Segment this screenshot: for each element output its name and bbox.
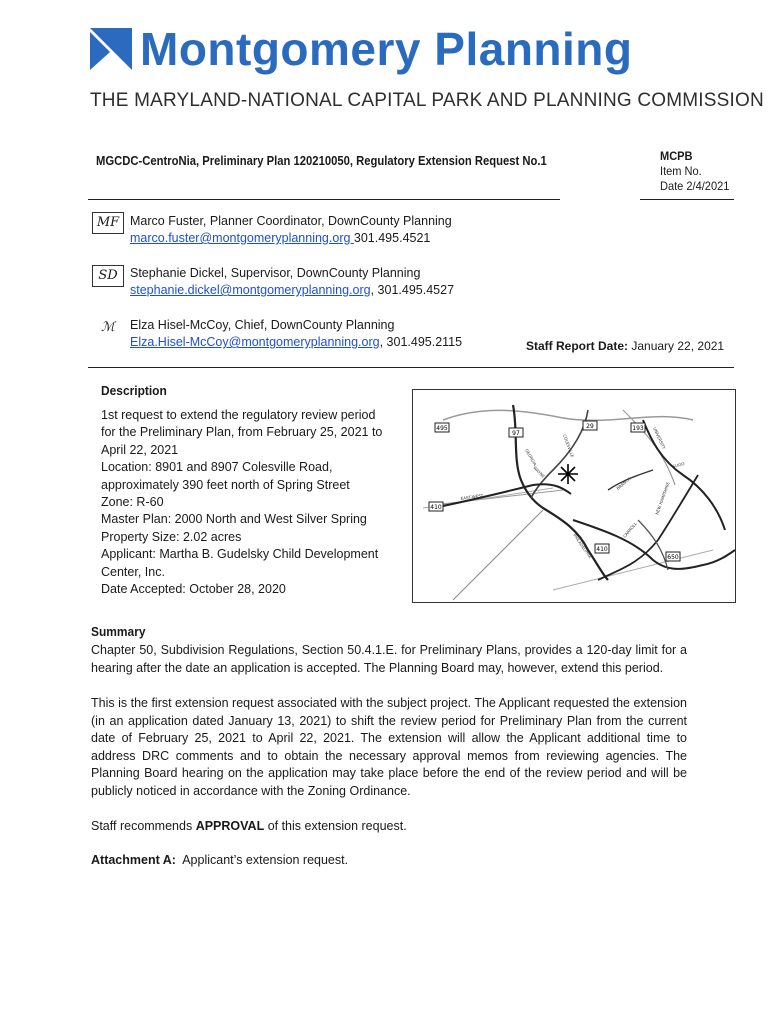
vicinity-map bbox=[412, 389, 736, 603]
staff-phone: , 301.495.2115 bbox=[379, 335, 463, 349]
map-shield-label: 495 bbox=[436, 425, 448, 432]
summary-heading: Summary bbox=[91, 624, 146, 639]
map-road-label: CARROLL bbox=[621, 521, 638, 539]
staff-email-link[interactable]: Elza.Hisel-McCoy@montgomeryplanning.org bbox=[130, 335, 380, 349]
staff-entry bbox=[130, 265, 454, 299]
map-shield-label: 410 bbox=[596, 546, 608, 553]
description-line: Date Accepted: October 28, 2020 bbox=[101, 582, 286, 597]
summary-paragraph: Chapter 50, Subdivision Regulations, Section 50.4.1.E. for Preliminary Plans, provides a 120-day limit for a hearing after the date an application is accepted. The Planning Board may, however, extend this period. bbox=[91, 643, 687, 675]
staff-name-title: Stephanie Dickel, Supervisor, DownCounty Planning bbox=[130, 266, 421, 280]
staff-phone: 301.495.4521 bbox=[353, 231, 431, 245]
report-date-value: January 22, 2021 bbox=[631, 339, 725, 353]
map-road-label: UNIVERSITY bbox=[652, 426, 667, 450]
staff-phone: , 301.495.4527 bbox=[370, 283, 455, 297]
staff-email-link[interactable]: marco.fuster@montgomeryplanning.org bbox=[130, 231, 354, 245]
site-location-marker-icon bbox=[558, 464, 578, 484]
map-road-label: BRANCH bbox=[615, 476, 632, 491]
attachment-line bbox=[91, 852, 687, 870]
logo-text: Montgomery Planning bbox=[140, 23, 633, 75]
staff-email-link[interactable]: stephanie.dickel@montgomeryplanning.org bbox=[130, 283, 371, 297]
description-line: for the Preliminary Plan, from February 25, 2021 to bbox=[101, 425, 383, 440]
map-shield-label: 29 bbox=[586, 423, 594, 430]
commission-name: THE MARYLAND-NATIONAL CAPITAL PARK AND PLANNING COMMISSION bbox=[90, 90, 764, 111]
attachment-text: Applicant’s extension request. bbox=[175, 853, 349, 867]
map-road-label: PHILADELPHIA bbox=[572, 532, 593, 560]
divider bbox=[640, 199, 734, 200]
meeting-date: Date 2/4/2021 bbox=[660, 179, 730, 193]
map-road-label: GEORGIA bbox=[524, 448, 538, 467]
montgomery-planning-logo-icon bbox=[90, 28, 132, 70]
staff-entry bbox=[130, 213, 452, 247]
recommendation-text: of this extension request. bbox=[264, 819, 407, 833]
staff-name-title: Marco Fuster, Planner Coordinator, DownCounty Planning bbox=[130, 214, 452, 228]
map-road-label: NEW HAMPSHIRE bbox=[654, 481, 671, 516]
description-line: approximately 390 feet north of Spring Street bbox=[101, 477, 350, 492]
description-line: 1st request to extend the regulatory review period bbox=[101, 408, 376, 422]
divider bbox=[88, 199, 560, 200]
map-shield-label: 650 bbox=[667, 554, 679, 561]
map-shield-label: 193 bbox=[632, 425, 644, 432]
recommendation-text: Staff recommends bbox=[91, 819, 196, 833]
divider bbox=[88, 367, 734, 368]
attachment-label: Attachment A: bbox=[91, 853, 176, 867]
document-title: MGCDC-CentroNia, Preliminary Plan 120210050, Regulatory Extension Request No.1 bbox=[96, 154, 547, 168]
approval-label: APPROVAL bbox=[195, 819, 265, 833]
staff-report-date bbox=[526, 339, 724, 353]
staff-entry bbox=[130, 317, 462, 351]
recommendation bbox=[91, 818, 687, 836]
description-line: April 22, 2021 bbox=[101, 442, 179, 457]
signature-initials: SD bbox=[92, 265, 124, 287]
map-road-label: WAYNE bbox=[532, 465, 546, 479]
description-line: Center, Inc. bbox=[101, 564, 165, 579]
mcpb-block bbox=[660, 149, 729, 194]
summary-paragraph: This is the first extension request associated with the subject project. The Applicant requested the extension (in an application dated January 13, 2021) to shift the review period for Preliminary Plan from the current date of February 25, 2021 to April 22, 2021. The extension will allow the Applicant additional time to address DRC comments and to obtain the necessary approval memos from reviewing agencies. The Planning Board hearing on the application may take place before the end of the review period and will be publicly noticed in accordance with the Zoning Ordinance. bbox=[91, 696, 687, 798]
description-line: Applicant: Martha B. Gudelsky Child Development bbox=[101, 547, 379, 562]
description-text bbox=[101, 407, 401, 598]
map-shield-label: 410 bbox=[430, 504, 442, 511]
item-no: Item No. bbox=[660, 164, 702, 178]
signature-initials: ℳ bbox=[101, 320, 115, 335]
signature-initials: MF bbox=[92, 212, 124, 234]
report-date-label: Staff Report Date: bbox=[526, 339, 629, 353]
description-line: Zone: R-60 bbox=[101, 495, 164, 510]
description-line: Property Size: 2.02 acres bbox=[101, 529, 242, 544]
description-line: Location: 8901 and 8907 Colesville Road, bbox=[101, 460, 333, 475]
description-heading: Description bbox=[101, 383, 167, 398]
map-road-label: COLESVILLE bbox=[562, 433, 576, 459]
description-line: Master Plan: 2000 North and West Silver Spring bbox=[101, 512, 367, 527]
mcpb-label: MCPB bbox=[660, 149, 693, 163]
map-shield-label: 97 bbox=[512, 430, 520, 437]
staff-name-title: Elza Hisel-McCoy, Chief, DownCounty Planning bbox=[130, 318, 395, 332]
map-road-label: SLIGO bbox=[671, 460, 686, 469]
map-road-label: EAST-WEST bbox=[460, 492, 484, 501]
